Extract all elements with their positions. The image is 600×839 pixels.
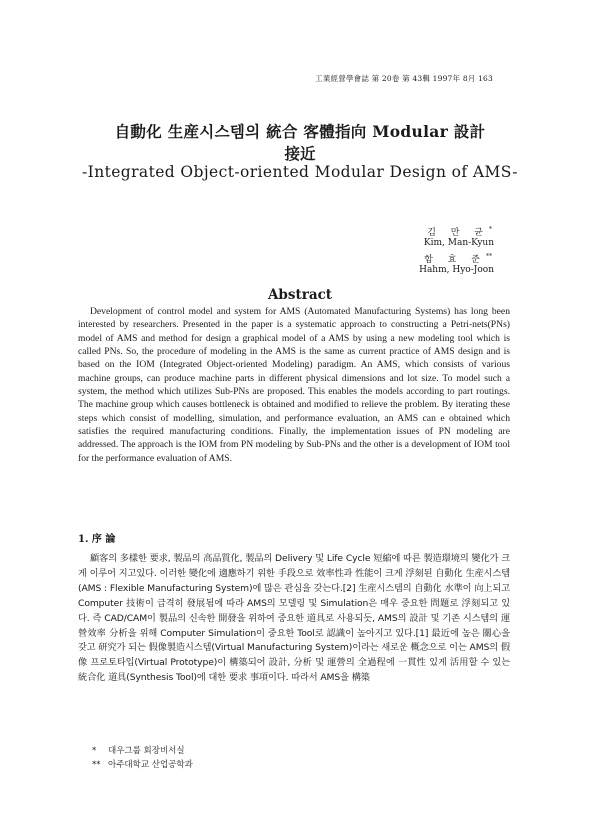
footnote-2-text: 아주대학교 산업공학과 [108,760,193,770]
journal-header: 工業經營學會誌 第 20卷 第 43輯 1997年 8月 163 [315,74,493,83]
author-2-korean: 함 효 준** [424,253,492,265]
abstract-body [78,305,510,465]
author-1-mark: * [489,226,492,233]
footnote-1-mark: * [92,746,97,756]
abstract-heading: Abstract [267,287,333,303]
korean-title-line1: 自動化 生産시스템의 統合 客體指向 Modular 設計 [114,122,486,141]
english-title: -Integrated Object-oriented Modular Design of AMS- [82,163,518,181]
abstract-paragraph: Development of control model and system for AMS (Automated Manufacturing Systems) has long been interested by researchers. Presented in the paper is a systematic approach to constructing a Petri-nets(PNs) model of AMS and method for design a graphical model of a AMS by using a new modeling tool which is called PNs. So, the procedure of modeling in the AMS is the same as current practice of AMS design and is based on the IOM (Integrated Object-oriented Modeling) paradigm. An AMS, which consists of various machine groups, can produce machine parts in different physical dimensions and lot size. To model such a system, the method which utilizes Sub-PNs are proposed. This enables the models according to part routings. The machine group which causes bottleneck is obtained and modified to relieve the problem. By iterating these steps which consist of modelling, simulation, and performance evaluation, an AMS can e obtained which satisfies the required manufacturing conditions. Finally, the implementation issues of PN modeling are addressed. The approach is the IOM from PN modeling by Sub-PNs and the other is a development of IOM tool for the performance evaluation of AMS. [78,306,510,464]
footnote-2-mark: ** [92,760,101,770]
author-1-roman: Kim, Man-Kyun [423,238,494,248]
author-1-korean: 김 만 균* [427,226,492,238]
footnotes [92,744,193,772]
footnote-1-text: 대우그룹 회장비서실 [108,746,185,756]
footnote-2 [92,758,193,772]
author-2-mark: ** [486,253,492,260]
author-2-roman: Hahm, Hyo-Joon [419,265,494,275]
korean-title-line2: 接近 [284,144,316,163]
introduction-paragraph: 顧客의 多樣한 要求, 製品의 高品質化, 製品의 Delivery 및 Life Cycle 短縮에 따른 製造環境의 變化가 크게 이루어 지고있다. 이러한 變化에 適應하기 위한 手段으로 效率性과 性能이 크게 浮刻된 自動化 生産시스템(AMS : Flexible Manufacturing System)에 많은 관심을 갖는다.[2] 生産시스템의 自動化 水準이 向上되고 Computer 技術이 급격히 發展됨에 따라 AMS의 모델링 및 Simulation은 매우 중요한 問題로 浮刻되고 있다. 즉 CAD/CAM이 製品의 신속한 開發을 위하여 중요한 道具로 사용되듯, AMS의 設計 및 기존 시스템의 運營效率 分析을 위해 Computer Simulation이 중요한 Tool로 認識이 높아지고 있다.[1] 最近에 높은 關心을 갖고 研究가 되는 假像製造시스템(Virtual Manufacturing System)이라는 새로운 概念으로 이는 AMS의 假像 프로토타입(Virtual Prototype)이 構築되어 設計, 分析 및 運營의 全過程에 一貫性 있게 活用할 수 있는 統合化 道具(Synthesis Tool)에 대한 要求 事項이다. 따라서 AMS을 構築 [78,553,510,684]
introduction-body [78,552,510,686]
footnote-1 [92,744,193,758]
section-heading-introduction: 1. 序 論 [78,534,116,545]
